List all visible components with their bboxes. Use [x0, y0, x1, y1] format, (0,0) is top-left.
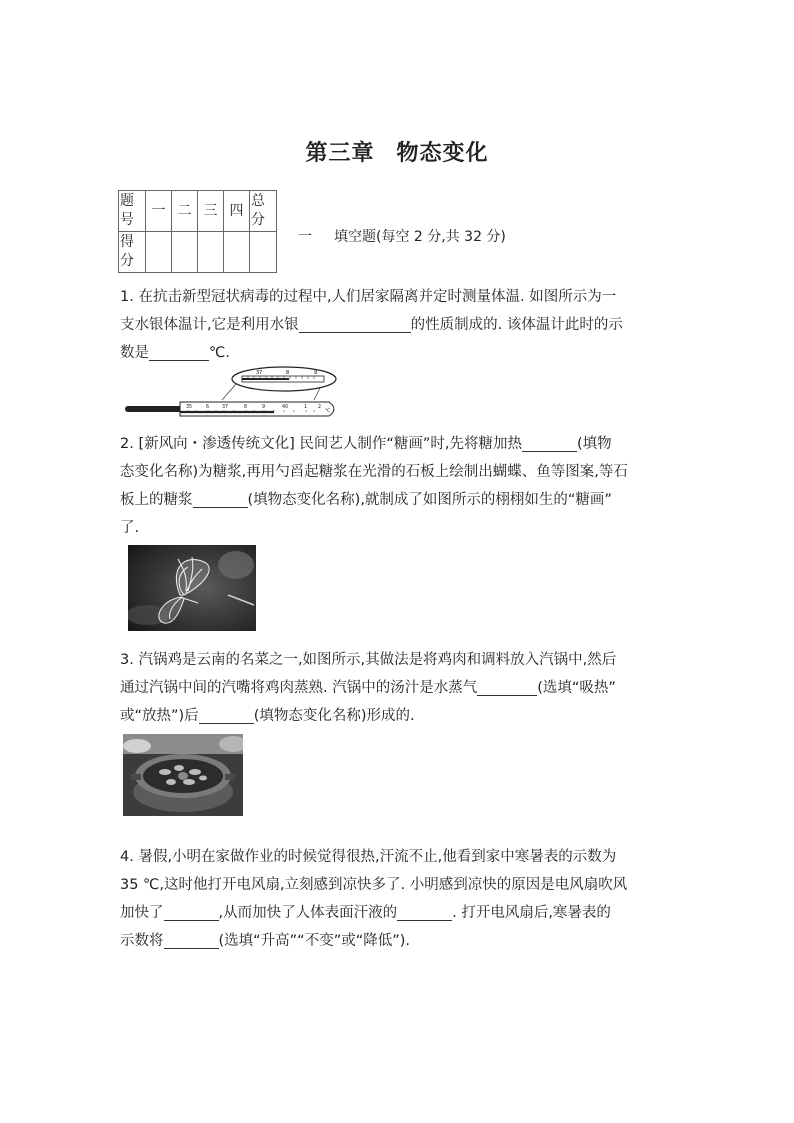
q1-blank-2[interactable] [149, 342, 209, 361]
sugar-painting-photo [128, 545, 256, 631]
q1-text: 数是 [120, 345, 149, 361]
q4-line3 [120, 899, 680, 927]
score-table-col: 四 [224, 191, 250, 232]
q4-text: (选填“升高”“不变”或“降低”). [218, 933, 410, 949]
scale-tick-label: 9 [262, 405, 266, 410]
section-heading [298, 226, 506, 246]
scale-tick-label: 40 [282, 405, 289, 410]
score-table-col: 一 [146, 191, 172, 232]
q4-line1: 4. 暑假,小明在家做作业的时候觉得很热,汗流不止,他看到家中寒暑表的示数为 [120, 849, 617, 865]
thermometer-figure [124, 366, 344, 420]
q4-text: 示数将 [120, 933, 164, 949]
scale-tick-label: 8 [244, 405, 248, 410]
scale-tick-label: 2 [318, 405, 322, 410]
q4-blank-2[interactable] [397, 902, 452, 921]
q4-text: ,从而加快了人体表面汗液的 [218, 905, 398, 921]
q3-line3 [120, 702, 680, 730]
section-text: 填空题(每空 2 分,共 32 分) [334, 229, 506, 245]
scale-tick-label: 6 [206, 405, 210, 410]
q3-line1: 3. 汽锅鸡是云南的名菜之一,如图所示,其做法是将鸡肉和调料放入汽锅中,然后 [120, 652, 617, 668]
question-1 [120, 283, 680, 367]
score-cell[interactable] [172, 232, 198, 273]
q4-text: . 打开电风扇后,寒暑表的 [452, 905, 611, 921]
q3-text: (填物态变化名称)形成的. [253, 708, 415, 724]
q4-line4 [120, 927, 680, 955]
steam-pot-photo [123, 734, 243, 816]
score-table-col: 二 [172, 191, 198, 232]
section-number: 一 [298, 229, 312, 245]
chapter-name: 物态变化 [396, 141, 489, 166]
score-table [118, 190, 277, 273]
chapter-number: 第三章 [305, 141, 375, 166]
score-cell[interactable] [250, 232, 277, 273]
score-table-header-row [119, 191, 277, 232]
score-table-label: 得分 [119, 232, 146, 273]
q3-text: 通过汽锅中间的汽嘴将鸡肉蒸熟. 汽锅中的汤汁是水蒸气 [120, 680, 478, 696]
q2-blank-2[interactable] [193, 489, 248, 508]
question-4 [120, 843, 680, 955]
q1-blank-1[interactable] [299, 314, 411, 333]
q1-line2 [120, 311, 680, 339]
question-2 [120, 430, 680, 542]
q1-line3 [120, 339, 680, 367]
score-cell[interactable] [224, 232, 250, 273]
q1-text: 支水银体温计,它是利用水银 [120, 317, 299, 333]
q3-text: (选填“吸热” [537, 680, 616, 696]
q2-line2: 态变化名称)为糖浆,再用勺舀起糖浆在光滑的石板上绘制出蝴蝶、鱼等图案,等石 [120, 464, 628, 480]
zoom-tick-label: 37 [256, 370, 263, 376]
side-dish [123, 739, 151, 753]
q2-text: (填物 [577, 436, 612, 452]
q4-blank-1[interactable] [164, 902, 219, 921]
score-table-col: 总分 [250, 191, 277, 232]
scale-tick-label: 37 [222, 405, 229, 410]
score-table-label: 题号 [119, 191, 146, 232]
q4-text: 加快了 [120, 905, 164, 921]
score-table-score-row [119, 232, 277, 273]
q2-line1 [120, 430, 680, 458]
score-cell[interactable] [146, 232, 172, 273]
q2-line3 [120, 486, 680, 514]
background-blur [218, 551, 254, 579]
q3-line2 [120, 674, 680, 702]
q2-text: 板上的糖浆 [120, 492, 193, 508]
zoom-tick-label: 8 [286, 370, 290, 376]
zoom-pointer [314, 388, 320, 400]
pot-handle [131, 774, 141, 780]
q2-blank-1[interactable] [522, 433, 577, 452]
q1-text: ℃. [209, 345, 230, 361]
scale-tick-label: 35 [186, 405, 193, 410]
page-title [0, 136, 794, 167]
scale-tick-label: 1 [304, 405, 308, 410]
score-table-col: 三 [198, 191, 224, 232]
q3-blank-2[interactable] [199, 705, 254, 724]
q4-line2: 35 ℃,这时他打开电风扇,立刻感到凉快多了. 小明感到凉快的原因是电风扇吹风 [120, 877, 628, 893]
q2-text: (填物态变化名称),就制成了如图所示的栩栩如生的“糖画” [247, 492, 612, 508]
q4-blank-3[interactable] [164, 930, 219, 949]
thermometer-tube [180, 402, 334, 416]
steam-spout [178, 772, 188, 780]
zoom-tick-label: 9 [314, 370, 318, 376]
q3-text: 或“放热”)后 [120, 708, 199, 724]
score-cell[interactable] [198, 232, 224, 273]
q2-text: 2. [新风向・渗透传统文化] 民间艺人制作“糖画”时,先将糖加热 [120, 436, 522, 452]
zoom-pointer [222, 384, 236, 400]
q3-blank-1[interactable] [477, 677, 537, 696]
thermometer-bulb [125, 406, 185, 412]
q2-line4: 了. [120, 520, 140, 536]
scale-unit: ℃ [325, 409, 331, 414]
pot-handle [225, 774, 235, 780]
q1-line1: 1. 在抗击新型冠状病毒的过程中,人们居家隔离并定时测量体温. 如图所示为一 [120, 289, 617, 305]
q1-text: 的性质制成的. 该体温计此时的示 [410, 317, 623, 333]
question-3 [120, 646, 680, 730]
